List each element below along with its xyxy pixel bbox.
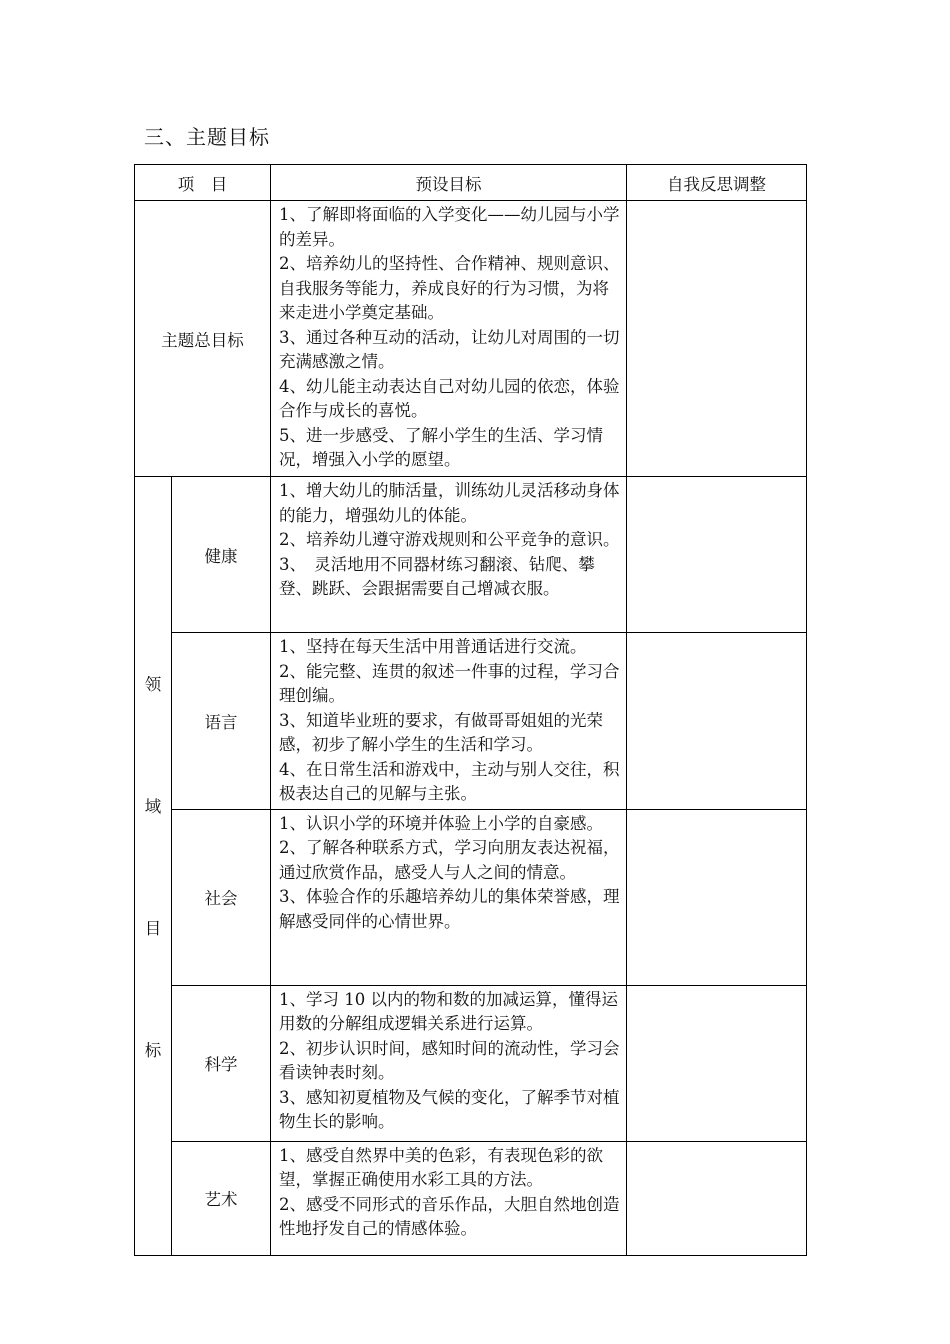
goal-line: 2、感受不同形式的音乐作品，大胆自然地创造性地抒发自己的情感体验。	[279, 1194, 620, 1238]
domain-label-char: 标	[144, 1040, 162, 1060]
goal-line: 3、感知初夏植物及气候的变化，了解季节对植物生长的影响。	[279, 1087, 620, 1131]
goal-line: 3、通过各种互动的活动，让幼儿对周围的一切充满感激之情。	[279, 327, 620, 371]
header-item: 项 目	[135, 165, 271, 201]
goal-line: 1、学习 10 以内的物和数的加减运算，懂得运用数的分解组成逻辑关系进行运算。	[279, 989, 618, 1033]
reflection-cell	[627, 809, 807, 985]
domain-name-language: 语言	[172, 633, 271, 810]
page-title: 三、主题目标	[144, 125, 270, 149]
domain-goal-text-society	[271, 809, 627, 985]
domain-row-art	[135, 1141, 807, 1255]
goal-line: 1、认识小学的环境并体验上小学的自豪感。	[279, 813, 603, 833]
goal-line: 5、进一步感受、了解小学生的生活、学习情况，增强入小学的愿望。	[279, 425, 603, 469]
goal-line: 2、初步认识时间，感知时间的流动性，学习会看读钟表时刻。	[279, 1038, 620, 1082]
reflection-cell	[627, 985, 807, 1141]
header-preset-goals: 预设目标	[271, 165, 627, 201]
domain-name-art: 艺术	[172, 1141, 271, 1255]
goal-line: 2、能完整、连贯的叙述一件事的过程，学习合理创编。	[279, 661, 620, 705]
overall-goal-label: 主题总目标	[135, 201, 271, 477]
domain-goal-text-art	[271, 1141, 627, 1255]
domain-row-language	[135, 633, 807, 810]
domain-label-char: 目	[144, 918, 162, 938]
goal-line: 1、感受自然界中美的色彩，有表现色彩的欲望，掌握正确使用水彩工具的方法。	[279, 1145, 603, 1189]
domain-name-science: 科学	[172, 985, 271, 1141]
domain-row-science	[135, 985, 807, 1141]
domain-goal-text-science	[271, 985, 627, 1141]
header-self-reflection: 自我反思调整	[627, 165, 807, 201]
reflection-cell	[627, 201, 807, 477]
domain-row-health	[135, 477, 807, 633]
domain-name-society: 社会	[172, 809, 271, 985]
goal-line: 4、幼儿能主动表达自己对幼儿园的依恋，体验合作与成长的喜悦。	[279, 376, 620, 420]
goal-line: 4、在日常生活和游戏中，主动与别人交往，积极表达自己的见解与主张。	[279, 759, 620, 803]
goal-line: 2、培养幼儿的坚持性、合作精神、规则意识、自我服务等能力，养成良好的行为习惯，为将来走进小学奠定基础。	[279, 254, 620, 322]
goal-line: 3、 灵活地用不同器材练习翻滚、钻爬、攀登、跳跃、会跟据需要自己增减衣服。	[279, 554, 595, 598]
domain-label-char: 域	[144, 796, 162, 816]
goal-line: 2、了解各种联系方式，学习向朋友表达祝福，通过欣赏作品，感受人与人之间的情意。	[279, 838, 620, 882]
goal-line: 1、增大幼儿的肺活量，训练幼儿灵活移动身体的能力，增强幼儿的体能。	[279, 481, 620, 525]
domain-name-health: 健康	[172, 477, 271, 633]
overall-goal-text	[271, 201, 627, 477]
reflection-cell	[627, 633, 807, 810]
domain-label-char: 领	[144, 674, 162, 694]
goal-line: 1、了解即将面临的入学变化——幼儿园与小学的差异。	[279, 205, 620, 249]
reflection-cell	[627, 477, 807, 633]
goal-line: 2、培养幼儿遵守游戏规则和公平竞争的意识。	[279, 530, 620, 549]
domain-row-society	[135, 809, 807, 985]
table-header-row	[135, 165, 807, 201]
overall-goal-row	[135, 201, 807, 477]
theme-goals-table	[134, 164, 807, 1256]
domain-goal-text-health	[271, 477, 627, 633]
reflection-cell	[627, 1141, 807, 1255]
goal-line: 1、坚持在每天生活中用普通话进行交流。	[279, 637, 587, 656]
domain-goal-text-language	[271, 633, 627, 810]
goal-line: 3、体验合作的乐趣培养幼儿的集体荣誉感，理解感受同伴的心情世界。	[279, 887, 620, 931]
domain-goals-label	[135, 477, 172, 1256]
goal-line: 3、知道毕业班的要求，有做哥哥姐姐的光荣感，初步了解小学生的生活和学习。	[279, 710, 603, 754]
